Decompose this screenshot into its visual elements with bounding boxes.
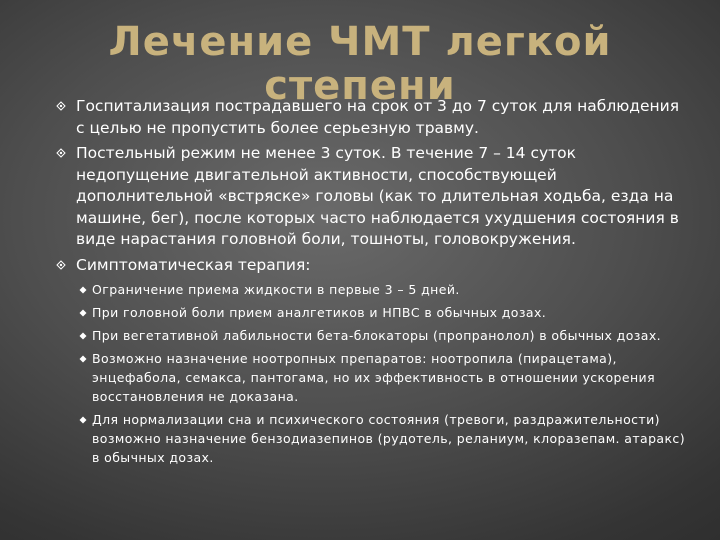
bullet-text: Постельный режим не менее 3 суток. В течение 7 – 14 суток недопущение двигательной активности, способствующей дополнительной «встряске» головы (как то длительная ходьба, езда на машине, бег), после которых часто наблюдается ухудшения состояния в виде нарастания головной боли, тошноты, головокружения. <box>76 144 679 248</box>
square-bullet-icon <box>78 331 88 341</box>
sub-bullet-text: При головной боли прием аналгетиков и НПВС в обычных дозах. <box>92 305 547 320</box>
slide-content <box>56 96 686 471</box>
slide-title: Лечение ЧМТ легкой степени <box>108 19 612 109</box>
square-bullet-icon <box>78 285 88 295</box>
sub-bullet-text: Возможно назначение ноотропных препаратов: ноотропила (пирацетама), энцефабола, семакса, пантогама, но их эффективность в отношении ускорения восстановления не доказана. <box>92 351 655 404</box>
square-bullet-icon <box>78 415 88 425</box>
bullet-item <box>56 143 686 251</box>
sub-bullet-item <box>56 410 686 467</box>
sub-bullet-item <box>56 280 686 299</box>
diamond-bullet-icon <box>56 101 66 111</box>
bullet-item <box>56 96 686 139</box>
bullet-text: Симптоматическая терапия: <box>76 255 311 274</box>
sub-bullet-text: При вегетативной лабильности бета-блокаторы (пропранолол) в обычных дозах. <box>92 328 662 343</box>
sub-bullet-item <box>56 326 686 345</box>
bullet-text: Госпитализация пострадавшего на срок от 3 до 7 суток для наблюдения с целью не пропустить более серьезную травму. <box>76 97 680 137</box>
diamond-bullet-icon <box>56 148 66 158</box>
sub-bullet-text: Для нормализации сна и психического состояния (тревоги, раздражительности) возможно назначение бензодиазепинов (рудотель, реланиум, клоразепам. атаракс) в обычных дозах. <box>92 412 685 465</box>
bullet-item <box>56 255 686 277</box>
square-bullet-icon <box>78 354 88 364</box>
square-bullet-icon <box>78 308 88 318</box>
sub-bullet-text: Ограничение приема жидкости в первые 3 – 5 дней. <box>92 282 460 297</box>
sub-bullet-item <box>56 303 686 322</box>
diamond-bullet-icon <box>56 260 66 270</box>
sub-bullet-item <box>56 349 686 406</box>
